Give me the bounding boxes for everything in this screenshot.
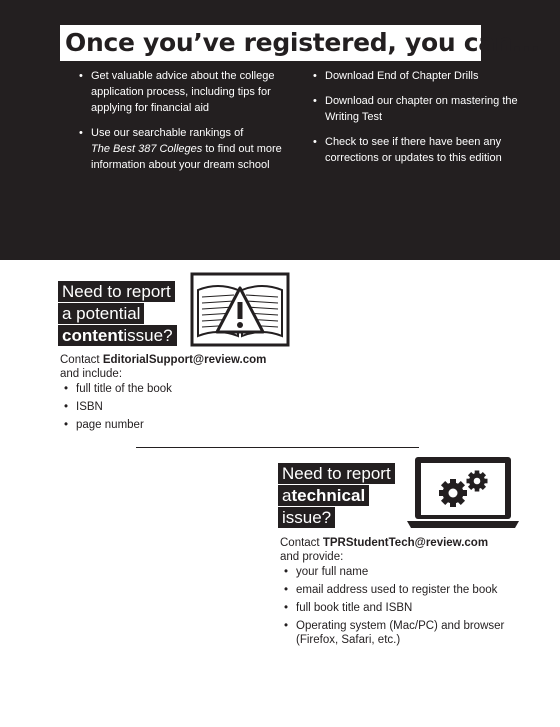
technical-label-bold: technical xyxy=(291,486,366,505)
content-label-line3 xyxy=(58,325,177,346)
list-item: • Download End of Chapter Drills xyxy=(313,68,533,84)
technical-contact xyxy=(280,536,488,564)
tech-support-email-link[interactable]: TPRStudentTech@review.com xyxy=(322,537,489,549)
benefits-right-list xyxy=(313,68,533,175)
list-item: • full title of the book xyxy=(64,382,264,396)
content-issue-label xyxy=(58,281,177,347)
content-contact-prefix: Contact xyxy=(60,354,103,366)
rankings-lead: Use our searchable rankings of xyxy=(91,127,244,139)
rankings-book-title: The Best 387 Colleges xyxy=(91,143,203,155)
list-item: • your full name xyxy=(284,565,524,579)
content-label-rest: issue? xyxy=(123,326,173,345)
technical-label-line2 xyxy=(278,485,369,506)
editorial-email-link[interactable]: EditorialSupport@review.com xyxy=(102,354,267,366)
book-warning-icon xyxy=(190,272,290,347)
registration-heading-text: Once you’ve registered, you can... xyxy=(65,28,540,57)
technical-contact-suffix: and provide: xyxy=(280,551,344,563)
technical-label-line3: issue? xyxy=(278,507,335,528)
content-issue-list xyxy=(64,382,264,436)
list-item: • ISBN xyxy=(64,400,264,414)
content-label-line1: Need to report xyxy=(58,281,175,302)
section-divider xyxy=(136,447,419,448)
list-item: • Download our chapter on mastering the Writing Test xyxy=(313,93,533,125)
list-item: • page number xyxy=(64,418,264,432)
laptop-gears-icon xyxy=(407,455,519,530)
list-item xyxy=(79,125,304,173)
list-item: • Operating system (Mac/PC) and browser (Firefox, Safari, etc.) xyxy=(284,619,524,647)
technical-issue-list xyxy=(284,565,524,651)
benefits-left-list xyxy=(79,68,304,182)
content-label-line2: a potential xyxy=(58,303,144,324)
list-item: • Get valuable advice about the college application process, including tips for applying for financial aid xyxy=(79,68,304,116)
list-item: • Check to see if there have been any corrections or updates to this edition xyxy=(313,134,533,166)
list-item: • full book title and ISBN xyxy=(284,601,524,615)
registration-heading xyxy=(60,25,540,61)
technical-label-line1: Need to report xyxy=(278,463,395,484)
list-item: • email address used to register the book xyxy=(284,583,524,597)
content-contact xyxy=(60,353,266,381)
rankings-tail: to find out more information about your dream school xyxy=(91,143,282,171)
technical-contact-prefix: Contact xyxy=(280,537,323,549)
technical-label-prefix: a xyxy=(282,486,292,505)
registration-benefits-panel xyxy=(0,0,560,260)
content-label-bold: content xyxy=(62,326,124,345)
content-contact-suffix: and include: xyxy=(60,368,123,380)
technical-issue-label xyxy=(278,463,395,529)
